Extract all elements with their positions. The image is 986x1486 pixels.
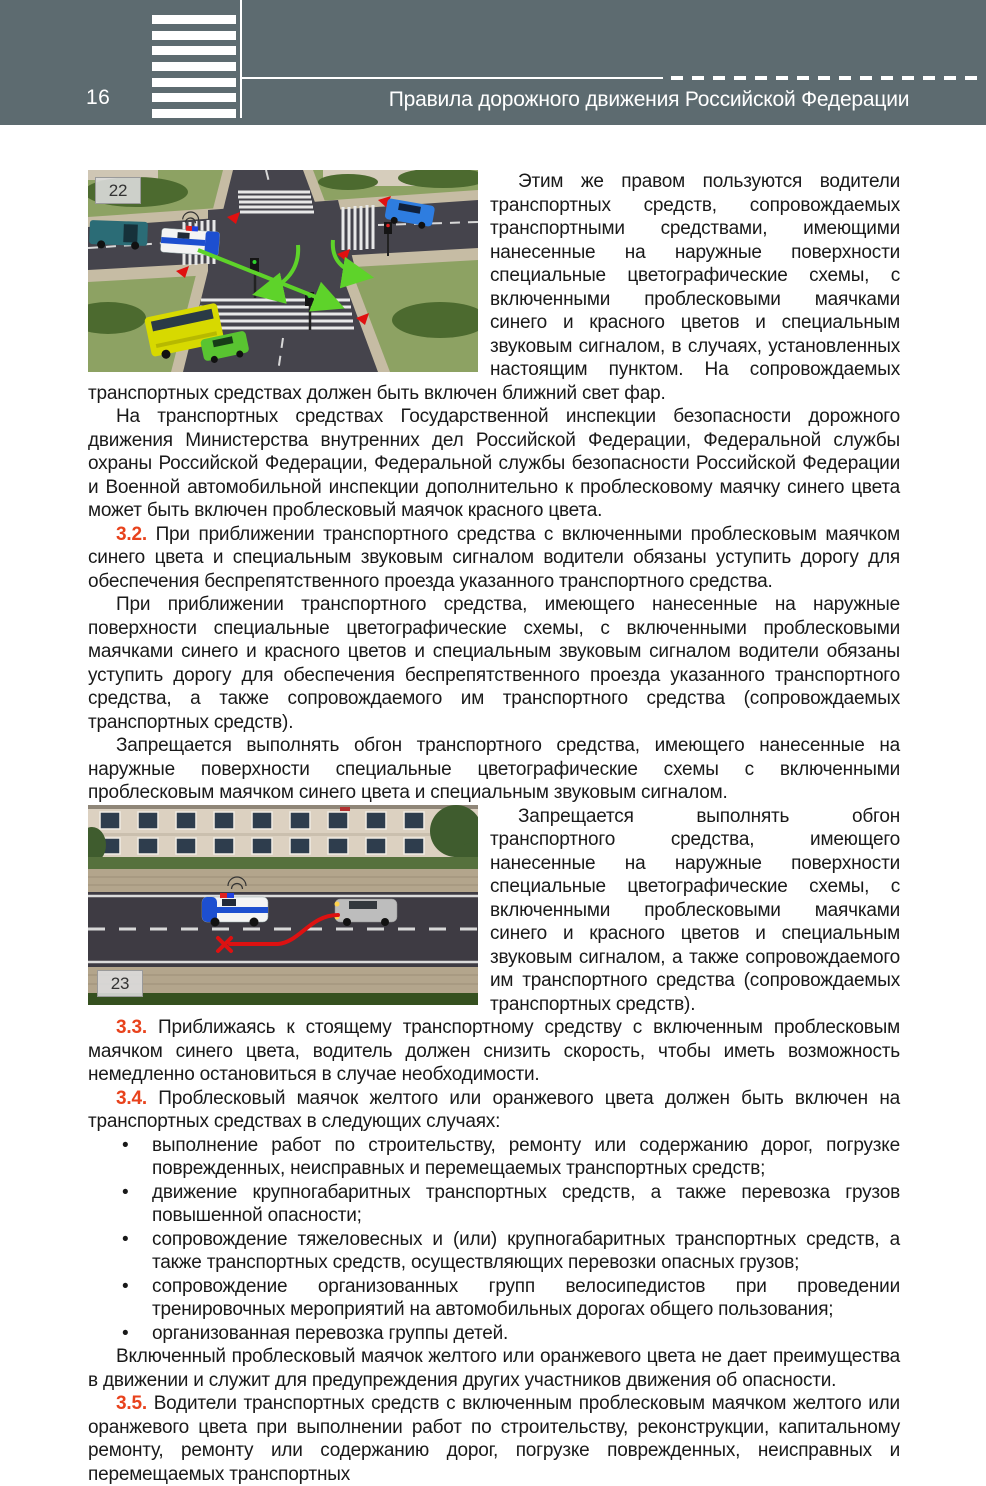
paragraph-3-4: 3.4. Проблесковый маячок желтого или оранжевого цвета должен быть включен на транспортных средствах в следующих случаях:: [88, 1087, 900, 1132]
page-number: 16: [86, 86, 111, 109]
paragraph-3-2: 3.2. При приближении транспортного средства с включенными проблесковым маячком синего цвета и специальным звуковым сигналом водители обязаны уступить дорогу для обеспечения беспрепятственного проезда указанного транспортного средства.: [88, 523, 900, 592]
silver-car: [335, 899, 398, 926]
list-item: • организованная перевозка группы детей.: [88, 1322, 900, 1346]
page-header: [0, 0, 986, 125]
stripes-logo-icon: [152, 15, 236, 118]
no-overtaking-illustration: [88, 805, 478, 1005]
hedge-bottom: [88, 993, 478, 1005]
section-number-3-4: 3.4.: [116, 1087, 147, 1109]
paragraph-yellow-beacon-note: Включенный проблесковый маячок желтого или оранжевого цвета не дает преимущества в движении и служит для предупреждения других участников движения об опасности.: [88, 1346, 900, 1391]
hedge-top: [88, 857, 478, 869]
paragraph-gibdd-red-beacon: На транспортных средствах Государственной инспекции безопасности дорожного движения Министерства внутренних дел Российской Федерации, Федеральной службы охраны Российской Федерации, Федеральной службы безопасности Российской Федерации и Военной автомобильной инспекции дополнительно к проблесковому маячку синего цвета может быть включен проблесковый маячок красного цвета.: [88, 406, 900, 521]
figure-23: [88, 805, 478, 1005]
paragraph-no-overtake-2: Запрещается выполнять обгон транспортного средства, имеющего нанесенные на наружные поверхности специальные цветографические схемы, с включенными проблесковыми маячками синего и красного цветов и специальным звуковым сигналом, а также сопровождаемого им транспортного средства (сопровождаемых транспортных средств).: [490, 805, 900, 1015]
page-content: [88, 170, 900, 1486]
header-rule-dashed: [671, 76, 986, 80]
intersection-illustration: [88, 170, 478, 372]
list-item: • движение крупногабаритных транспортных средств, а также перевозка грузов повышенной опасности;: [88, 1181, 900, 1228]
yellow-beacon-cases-list: [88, 1134, 900, 1346]
section-number-3-2: 3.2.: [116, 523, 147, 545]
header-rule-solid: [242, 77, 663, 79]
paragraph-escort-right: Этим же правом пользуются водители транспортных средств, сопровождаемых транспортными средствами, имеющими нанесенные на наружные поверхности специальные цветографические схемы, с включенными проблесковыми маячками синего и красного цветов и специальным звуковым сигналом, в случаях, установленных настоящим пунктом. На сопровождаемых транспортных средствах должен быть включен ближний свет фар.: [88, 171, 900, 404]
figure-23-badge: 23: [97, 970, 143, 997]
paragraph-no-overtake-1: Запрещается выполнять обгон транспортного средства, имеющего нанесенные на наружные поверхности специальные цветографические схемы с включенными проблесковым маячком синего цвета и специальным звуковым сигналом.: [88, 735, 900, 803]
list-item: • выполнение работ по строительству, ремонту или содержанию дорог, погрузке поврежденных, неисправных и перемещаемых транспортных средств;: [88, 1134, 900, 1181]
figure-22: [88, 170, 478, 372]
list-item: • сопровождение тяжеловесных и (или) крупногабаритных транспортных средств, а также транспортных средств, осуществляющих перевозки опасных грузов;: [88, 1228, 900, 1275]
paragraph-yield-escort: При приближении транспортного средства, имеющего нанесенные на наружные поверхности специальные цветографические схемы, с включенными проблесковыми маячками синего и красного цветов и специальным звуковым сигналом водители обязаны уступить дорогу для обеспечения беспрепятственного проезда указанного транспортного средства, а также сопровождаемого им транспортного средства (сопровождаемых транспортных средств).: [88, 594, 900, 733]
sidewalk-bottom: [88, 967, 478, 993]
section-number-3-5: 3.5.: [116, 1393, 147, 1414]
section-number-3-3: 3.3.: [116, 1017, 147, 1038]
paragraph-3-3: 3.3. Приближаясь к стоящему транспортному средству с включенным проблесковым маячком синего цвета, водитель должен снизить скорость, чтобы иметь возможность немедленно остановиться в случае необходимости.: [88, 1017, 900, 1085]
sidewalk-top: [88, 869, 478, 892]
paragraph-3-5: 3.5. Водители транспортных средств с включенным проблесковым маячком желтого или оранжевого цвета при выполнении работ по строительству, реконструкции, капитальному ремонту, ремонту или содержанию дорог, погрузке поврежденных, неисправных и перемещаемых транспортных: [88, 1393, 900, 1485]
document-title: Правила дорожного движения Российской Федерации: [388, 88, 910, 111]
list-item: • сопровождение организованных групп велосипедистов при проведении тренировочных мероприятий на автомобильных дорогах общего пользования;: [88, 1275, 900, 1322]
figure-22-badge: 22: [95, 177, 141, 204]
